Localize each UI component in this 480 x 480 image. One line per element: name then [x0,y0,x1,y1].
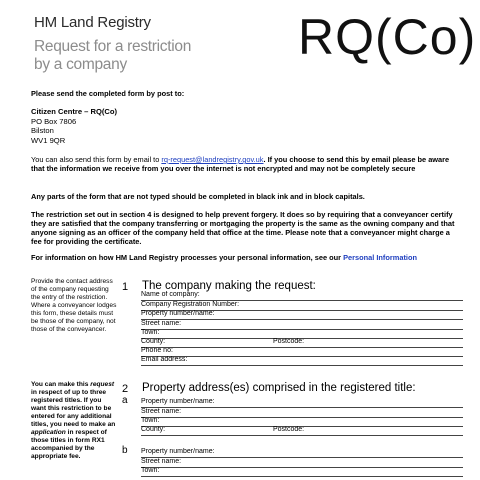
subsection-b-label: b [122,445,128,456]
section1-number: 1 [122,281,129,293]
side-note-part: You can make this [31,381,91,388]
section2-side-note [31,381,117,461]
county-label: County: [141,426,166,433]
property-number-label: Property number/name: [141,448,215,455]
address-line: Bilston [31,126,54,136]
email-instruction [31,155,455,173]
property-number-label: Property number/name: [141,398,215,405]
email-text-before: You can also send this form by email to [31,155,162,164]
postcode-label: Postcode: [273,338,305,345]
county-label: County: [141,338,166,345]
property-number-field[interactable] [141,310,463,320]
side-note-emphasis: application [31,429,66,436]
send-by-post-instruction: Please send the completed form by post to: [31,89,185,98]
personal-information-link[interactable]: Personal Information [343,253,418,262]
company-name-field[interactable] [141,291,463,301]
side-note-part: in respect of up to three registered titles. If you want this restriction to be entered for any additional titles, you need to make an [31,389,116,428]
phone-label: Phone no: [141,347,173,354]
property-b-number-field[interactable] [141,448,463,458]
postal-address [31,107,117,145]
email-label: Email address: [141,356,188,363]
town-label: Town: [141,329,160,336]
property-b-town-field[interactable] [141,467,463,477]
organisation-name: HM Land Registry [34,14,151,31]
postcode-label: Postcode: [273,426,305,433]
form-code: RQ(Co) [298,9,477,65]
section1-side-note: Provide the contact address of the company requesting the entry of the restriction. Where a conveyancer lodges this form, these details must be those of the company, not those of the conveyancer. [31,278,117,333]
address-line: PO Box 7806 [31,116,77,126]
address-line: WV1 9QR [31,135,66,145]
property-a-county-postcode-field[interactable] [141,426,463,436]
ink-note: Any parts of the form that are not typed should be completed in black ink and in block capitals. [31,192,365,201]
form-title-line2: by a company [34,56,127,73]
personal-info-note [31,253,455,262]
email-link[interactable]: rq-request@landregistry.gov.uk [161,155,264,164]
town-label: Town: [141,467,160,474]
form-title-line1: Request for a restriction [34,38,192,55]
property-a-number-field[interactable] [141,398,463,408]
town-label: Town: [141,417,160,424]
section1-title: The company making the request: [142,280,316,292]
personal-info-text: For information on how HM Land Registry processes your personal information, see our [31,253,344,262]
street-name-label: Street name: [141,408,182,415]
address-line: Citizen Centre – RQ(Co) [31,107,118,116]
company-name-label: Name of company: [141,291,200,298]
email-warning: . If you choose to send this by email please be aware that the information we receive from you over the internet is not encrypted and may not be completely secure [31,155,450,173]
street-name-label: Street name: [141,320,182,327]
subsection-a-label: a [122,395,128,406]
property-number-label: Property number/name: [141,310,215,317]
side-note-part: in respect of those titles in form RX1 accompanied by the appropriate fee. [31,429,107,460]
restriction-note: The restriction set out in section 4 is designed to help prevent forgery. It does so by requiring that a conveyancer certify they are satisfied that the company transferring or mortgaging the property is the same as the owning company and that anyone signing as an officer of the company held that office at the time. Please note that a conveyancer might charge a fee for providing the certificate. [31,210,455,246]
company-registration-label: Company Registration Number: [141,301,240,308]
section2-title: Property address(es) comprised in the registered title: [142,382,416,394]
section2-number: 2 [122,383,129,395]
street-name-label: Street name: [141,458,182,465]
email-field[interactable] [141,356,463,366]
side-note-emphasis: request [90,381,115,388]
